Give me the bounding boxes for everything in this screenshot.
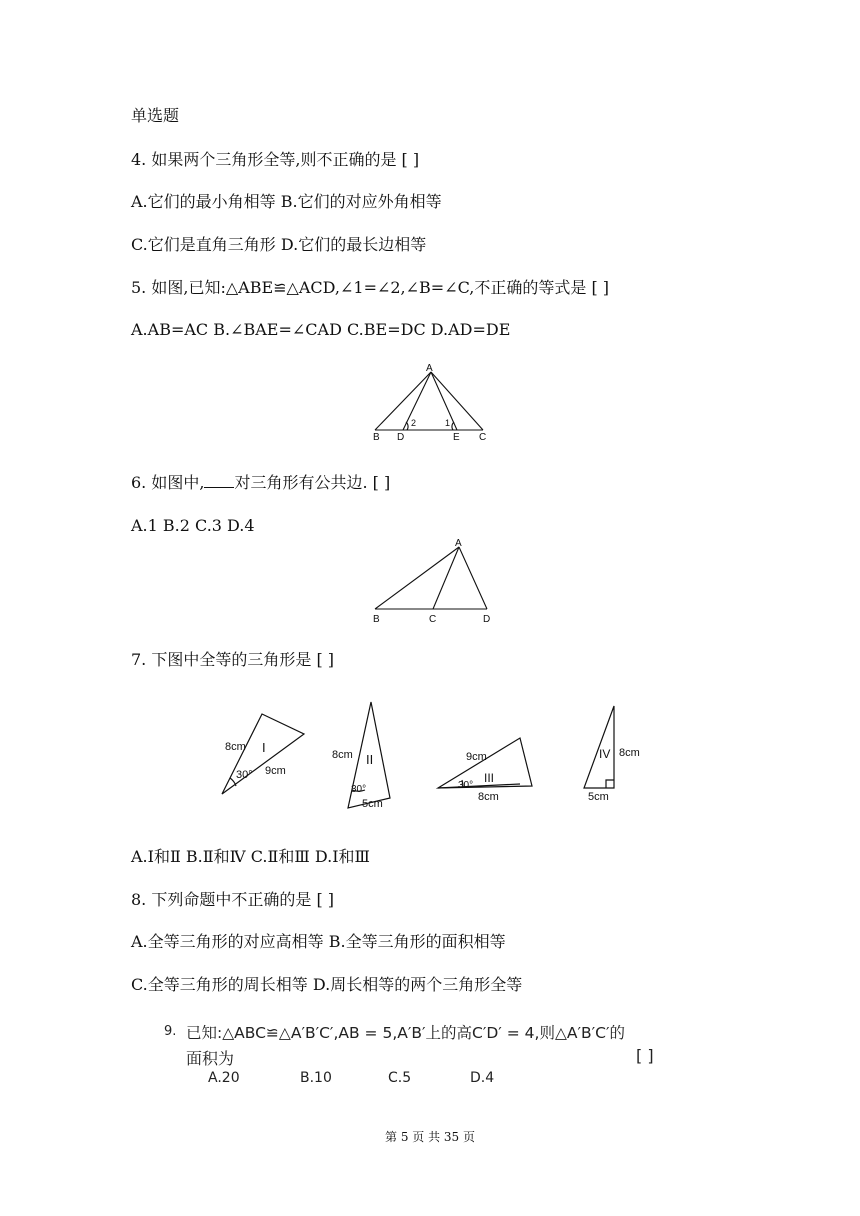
q5-label-C: C	[479, 432, 487, 443]
question-4-options-line2: C.它们是直角三角形 D.它们的最长边相等	[131, 235, 427, 254]
question-9-number: 9.	[164, 1024, 177, 1039]
q6-label-C: C	[429, 614, 437, 625]
q6-label-D: D	[483, 614, 491, 625]
question-9-option-d: D.4	[470, 1070, 495, 1086]
page-footer: 第 5 页 共 35 页	[385, 1130, 475, 1144]
question-6-stem-before: 6. 如图中,	[131, 473, 205, 492]
t3-side-a: 9cm	[466, 751, 487, 763]
question-9-bracket: [ ]	[636, 1046, 654, 1065]
question-6-options: A.1 B.2 C.3 D.4	[131, 516, 255, 535]
question-9-option-c: C.5	[388, 1070, 412, 1086]
question-7-stem: 7. 下图中全等的三角形是 [ ]	[131, 650, 335, 669]
question-7-figure	[200, 690, 660, 820]
t1-side-a: 8cm	[225, 741, 246, 753]
question-9-option-b: B.10	[300, 1070, 332, 1086]
q5-label-E: E	[453, 432, 460, 443]
t2-numeral: II	[366, 752, 374, 767]
section-title: 单选题	[131, 106, 180, 125]
t1-numeral: I	[262, 740, 266, 755]
t4-numeral: IV	[599, 747, 611, 761]
question-9-stem-line1: 已知:△ABC≌△A′B′C′,AB = 5,A′B′上的高C′D′ = 4,则△A′B′C′的	[186, 1024, 625, 1042]
question-7-options: A.Ⅰ和Ⅱ B.Ⅱ和Ⅳ C.Ⅱ和Ⅲ D.Ⅰ和Ⅲ	[131, 847, 370, 866]
question-6-stem-after: 对三角形有公共边. [ ]	[234, 473, 391, 492]
q5-label-angle2: 2	[411, 418, 417, 428]
question-9	[160, 1018, 720, 1098]
question-9-option-a: A.20	[208, 1070, 240, 1086]
q6-label-B: B	[373, 614, 380, 625]
question-8-stem: 8. 下列命题中不正确的是 [ ]	[131, 890, 335, 909]
question-8-options-line1: A.全等三角形的对应高相等 B.全等三角形的面积相等	[131, 932, 506, 951]
question-6-stem	[131, 473, 390, 493]
t3-angle: 30°	[458, 780, 474, 791]
t2-angle: 30°	[351, 784, 367, 795]
t4-side-a: 8cm	[619, 747, 640, 759]
question-4-options-line1: A.它们的最小角相等 B.它们的对应外角相等	[131, 192, 442, 211]
t1-side-b: 9cm	[265, 765, 286, 777]
question-8-options-line2: C.全等三角形的周长相等 D.周长相等的两个三角形全等	[131, 975, 523, 994]
t2-side-b: 5cm	[362, 798, 383, 810]
t3-numeral: III	[484, 771, 495, 785]
question-5-options: A.AB=AC B.∠BAE=∠CAD C.BE=DC D.AD=DE	[131, 320, 511, 339]
question-4-stem: 4. 如果两个三角形全等,则不正确的是 [ ]	[131, 150, 420, 169]
q5-label-B: B	[373, 432, 380, 443]
t2-side-a: 8cm	[332, 749, 353, 761]
t3-side-b: 8cm	[478, 791, 499, 803]
q5-label-D: D	[397, 432, 405, 443]
t1-angle: 30°	[236, 769, 253, 781]
t4-side-b: 5cm	[588, 791, 609, 803]
question-6-blank	[204, 473, 234, 488]
question-6-figure	[365, 535, 505, 630]
q5-label-A: A	[426, 363, 433, 374]
question-9-stem-line2: 面积为	[186, 1049, 235, 1068]
q5-label-angle1: 1	[445, 418, 451, 428]
question-5-figure	[365, 360, 505, 450]
q6-label-A: A	[455, 538, 462, 549]
question-5-stem: 5. 如图,已知:△ABE≌△ACD,∠1=∠2,∠B=∠C,不正确的等式是 [ ]	[131, 278, 610, 297]
